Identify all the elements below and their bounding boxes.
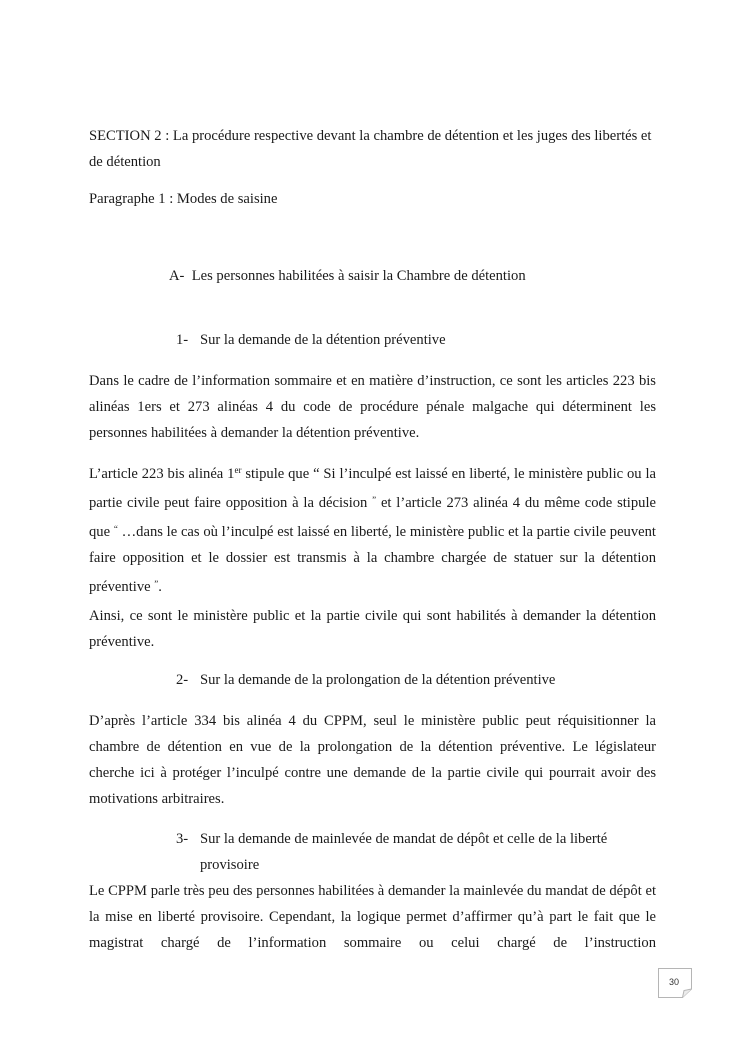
subheading-a-text: Les personnes habilitées à saisir la Chambre de détention [191,268,526,284]
body-paragraph-5: Le CPPM parle très peu des personnes habilitées à demander la mainlevée du mandat de dépôt et la mise en liberté provisoire. Cependant, la logique permet d’affirmer qu’à part le fait que le magistrat chargé de l’information sommaire ou celui chargé de l’instruction [89,883,656,951]
para2-quote1: “ Si l’inculpé est laissé en liberté, le ministère public ou la partie civile peut faire opposition à la décision [89,466,656,511]
numbered-heading-2-text: Sur la demande de la prolongation de la détention préventive [200,672,556,688]
closing-quote-mark-2: ” [154,579,159,589]
body-paragraph-4: D’après l’article 334 bis alinéa 4 du CPPM, seul le ministère public peut réquisitionner la chambre de détention en vue de la prolongation de la détention préventive. Le législateur cherche ici à protéger l’inculpé contre une demande de la partie civile qui pourrait avoir des motivations arbitraires. [89,713,656,807]
numbered-heading-1 [176,327,656,353]
para2-part2: stipule que [241,466,314,482]
body-paragraph-2 [89,461,656,600]
numbered-heading-3 [176,826,656,873]
numbered-heading-1-number: 1- [176,332,189,348]
para2-part3: et l’article 273 alinéa 4 du même code stipule que [89,495,656,540]
numbered-heading-2 [176,667,656,693]
subheading-a [169,263,526,289]
para2-end: . [158,579,162,595]
page-number-badge [658,968,692,998]
section-title: SECTION 2 : La procédure respective devant la chambre de détention et les juges des libertés et de détention [89,128,652,170]
numbered-heading-3-text: Sur la demande de mainlevée de mandat de dépôt et celle de la liberté provisoire [200,831,608,873]
body-paragraph-1: Dans le cadre de l’information sommaire et en matière d’instruction, ce sont les articles 223 bis alinéas 1ers et 273 alinéas 4 du code de procédure pénale malgache qui déterminent les personnes habilitées à demander la détention préventive. [89,373,656,441]
closing-quote-mark: ” [372,495,377,505]
page-number: 30 [668,977,679,987]
numbered-heading-1-text: Sur la demande de la détention préventive [200,332,446,348]
opening-quote-mark: “ [113,524,118,534]
para2-part1: L’article 223 bis alinéa 1 [89,466,235,482]
subheading-a-letter: A- [169,268,185,284]
numbered-heading-2-number: 2- [176,672,189,688]
para2-quote2: …dans le cas où l’inculpé est laissé en liberté, le ministère public et la partie civile peuvent faire opposition et le dossier est transmis à la chambre chargée de statuer sur la détention préventive [89,524,656,595]
ordinal-superscript: er [234,465,242,475]
body-paragraph-3: Ainsi, ce sont le ministère public et la partie civile qui sont habilités à demander la détention préventive. [89,608,656,650]
paragraph-title: Paragraphe 1 : Modes de saisine [89,191,278,207]
numbered-heading-3-number: 3- [176,831,189,847]
